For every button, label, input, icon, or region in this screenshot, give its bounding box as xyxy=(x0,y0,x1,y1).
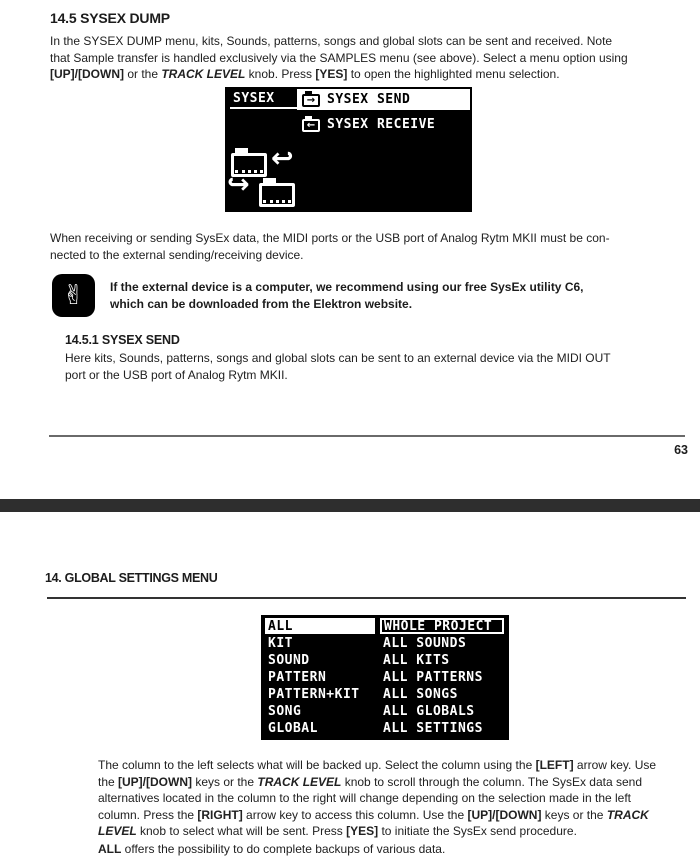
lcd-screen-backup xyxy=(261,615,509,740)
folder-bottom-icon xyxy=(259,183,295,207)
send-option-all-kits: ALL KITS xyxy=(383,652,450,668)
arrow-in-icon: ↩ xyxy=(271,143,295,174)
send-option-all-songs: ALL SONGS xyxy=(383,686,458,702)
header-rule xyxy=(47,597,686,599)
running-header: 14. GLOBAL SETTINGS MENU xyxy=(45,571,218,585)
lcd-title-underline xyxy=(230,107,298,109)
section-heading: 14.5 SYSEX DUMP xyxy=(50,10,170,26)
backup-option-kit: KIT xyxy=(268,635,293,651)
subsection-paragraph: Here kits, Sounds, patterns, songs and global slots can be sent to an external device via the MIDI OUT port or the USB port of Analog Rytm MKII. xyxy=(65,351,611,382)
menu-item-sysex-receive xyxy=(297,114,470,135)
menu-item-label: SYSEX SEND xyxy=(327,92,411,107)
backup-option-song: SONG xyxy=(268,703,302,719)
backup-option-all: ALL xyxy=(265,618,375,634)
victory-hand-icon: ✌ xyxy=(52,274,95,317)
column-description-paragraph: The column to the left selects what will be backed up. Select the column using the [LEFT] arrow key. Use the [UP]/[DOWN] keys or the TRACK LEVEL knob to scroll through the column. The SysEx data send alternatives located in the column to the right will change depending on the selection made in the left column. Press the [RIGHT] arrow key to access this column. Use the [UP]/[DOWN] keys or the TRACK LEVEL knob to select what will be sent. Press [YES] to initiate the SysEx send procedure. xyxy=(98,758,657,838)
send-option-whole-project: WHOLE PROJECT xyxy=(380,618,504,634)
send-option-all-globals: ALL GLOBALS xyxy=(383,703,475,719)
subsection-heading: 14.5.1 SYSEX SEND xyxy=(65,333,180,347)
backup-option-global: GLOBAL xyxy=(268,720,318,736)
menu-item-sysex-send xyxy=(297,89,470,110)
menu-item-label: SYSEX RECEIVE xyxy=(327,117,436,132)
page-number: 63 xyxy=(674,443,688,457)
arrow-out-icon: ↪ xyxy=(227,169,251,200)
all-description-paragraph: ALL offers the possibility to do complete backups of various data. xyxy=(98,842,446,856)
send-option-all-settings: ALL SETTINGS xyxy=(383,720,483,736)
folder-receive-icon: ← xyxy=(302,119,320,132)
lcd-page-title: SYSEX xyxy=(233,91,275,106)
send-option-all-patterns: ALL PATTERNS xyxy=(383,669,483,685)
footer-rule xyxy=(49,435,685,437)
connect-paragraph: When receiving or sending SysEx data, the MIDI ports or the USB port of Analog Rytm MKII must be con- nected to the external sending/receiving device. xyxy=(50,231,610,262)
backup-option-sound: SOUND xyxy=(268,652,310,668)
page-separator-bar xyxy=(0,499,700,512)
intro-paragraph: In the SYSEX DUMP menu, kits, Sounds, patterns, songs and global slots can be sent and received. Note that Sample transfer is handled exclusively via the SAMPLES menu (see above). Select a menu option using [UP]/[DOWN] or the TRACK LEVEL knob. Press [YES] to open the highlighted menu selection. xyxy=(50,34,628,81)
backup-option-pattern: PATTERN xyxy=(268,669,327,685)
folder-send-icon: → xyxy=(302,94,320,107)
note-paragraph: If the external device is a computer, we recommend using our free SysEx utility C6, which can be downloaded from the Elektron website. xyxy=(110,280,584,311)
send-option-all-sounds: ALL SOUNDS xyxy=(383,635,467,651)
backup-option-pattern-kit: PATTERN+KIT xyxy=(268,686,360,702)
lcd-screen-sysex xyxy=(225,87,472,212)
